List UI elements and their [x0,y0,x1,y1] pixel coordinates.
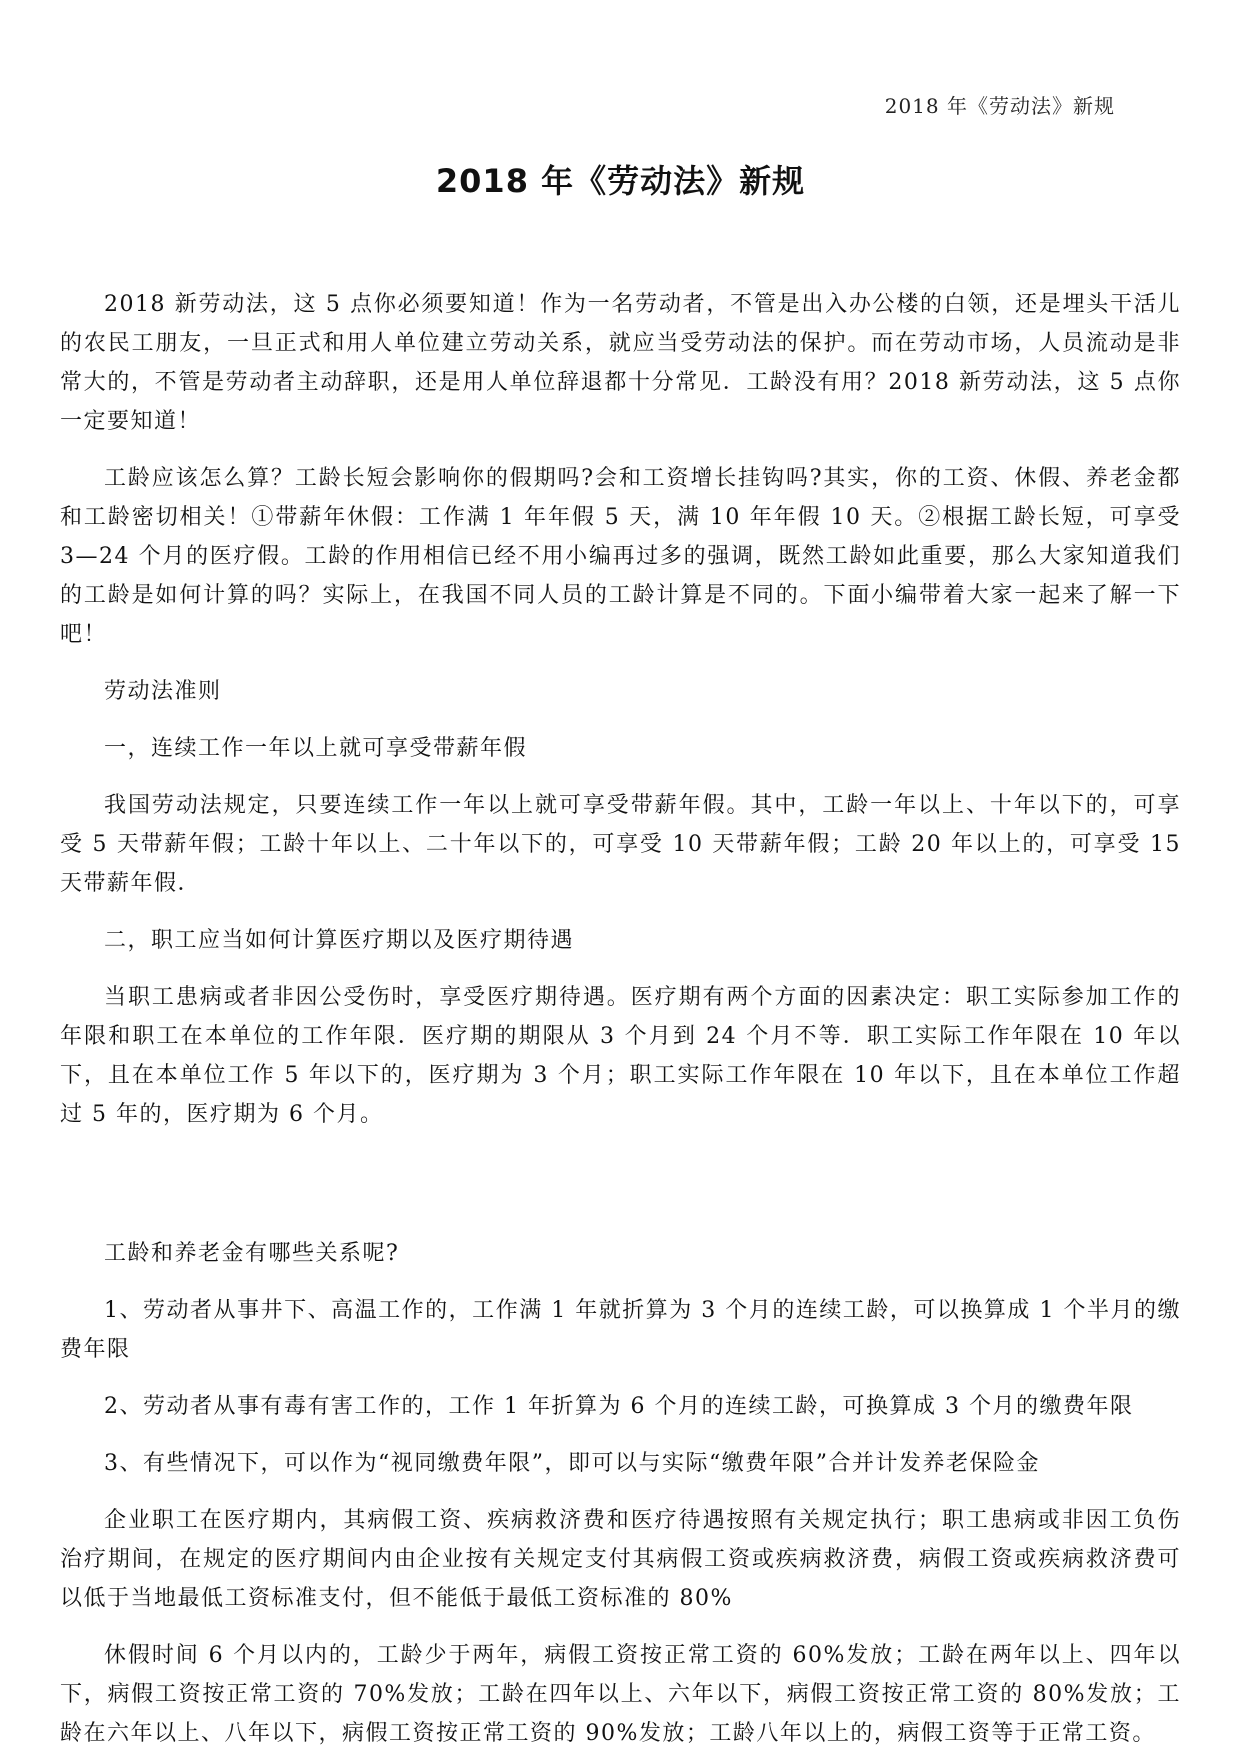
list-item-pension-3: 3、有些情况下，可以作为“视同缴费年限”，即可以与实际“缴费年限”合并计发养老保险金 [104,1451,1040,1476]
section-heading-principles: 劳动法准则 [104,679,222,704]
document-body [60,285,1181,1753]
running-header: 2018 年《劳动法》新规 [884,94,1115,118]
section-heading-medical-period: 二，职工应当如何计算医疗期以及医疗期待遇 [104,928,575,953]
paragraph-seniority: 工龄应该怎么算？工龄长短会影响你的假期吗?会和工资增长挂钩吗?其实，你的工资、休假、养老金都和工龄密切相关！①带薪年休假：工作满 1 年年假 5 天，满 10 年年假 10 天。②根据工龄长短，可享受 3—24 个月的医疗假。工龄的作用相信已经不用小编再过多的强调，既然工龄如此重要，那么大家知道我们的工龄是如何计算的吗？实际上，在我国不同人员的工龄计算是不同的。下面小编带着大家一起来了解一下吧！ [60,466,1181,647]
paragraph-sick-pay-rates: 休假时间 6 个月以内的，工龄少于两年，病假工资按正常工资的 60%发放；工龄在两年以上、四年以下，病假工资按正常工资的 70%发放；工龄在四年以上、六年以下，病假工资按正常工资的 80%发放；工龄在六年以上、八年以下，病假工资按正常工资的 90%发放；工龄八年以上的，病假工资等于正常工资。 [60,1643,1181,1746]
section-heading-annual-leave: 一，连续工作一年以上就可享受带薪年假 [104,736,528,761]
paragraph-sick-pay: 企业职工在医疗期内，其病假工资、疾病救济费和医疗待遇按照有关规定执行；职工患病或非因工负伤治疗期间，在规定的医疗期间内由企业按有关规定支付其病假工资或疾病救济费，病假工资或疾病救济费可以低于当地最低工资标准支付，但不能低于最低工资标准的 80% [60,1508,1181,1611]
list-item-pension-2: 2、劳动者从事有毒有害工作的，工作 1 年折算为 6 个月的连续工龄，可换算成 3 个月的缴费年限 [104,1394,1134,1419]
document-title: 2018 年《劳动法》新规 [435,162,806,200]
section-heading-pension: 工龄和养老金有哪些关系呢? [104,1241,400,1266]
paragraph-intro: 2018 新劳动法，这 5 点你必须要知道！作为一名劳动者，不管是出入办公楼的白领，还是埋头干活儿的农民工朋友，一旦正式和用人单位建立劳动关系，就应当受劳动法的保护。而在劳动市场，人员流动是非常大的，不管是劳动者主动辞职，还是用人单位辞退都十分常见．工龄没有用？2018 新劳动法，这 5 点你一定要知道！ [60,292,1181,434]
paragraph-annual-leave: 我国劳动法规定，只要连续工作一年以上就可享受带薪年假。其中，工龄一年以上、十年以下的，可享受 5 天带薪年假；工龄十年以上、二十年以下的，可享受 10 天带薪年假；工龄 20 年以上的，可享受 15 天带薪年假． [60,793,1181,896]
list-item-pension-1: 1、劳动者从事井下、高温工作的，工作满 1 年就折算为 3 个月的连续工龄，可以换算成 1 个半月的缴费年限 [60,1298,1181,1362]
paragraph-medical-period: 当职工患病或者非因公受伤时，享受医疗期待遇。医疗期有两个方面的因素决定：职工实际参加工作的年限和职工在本单位的工作年限．医疗期的期限从 3 个月到 24 个月不等．职工实际工作年限在 10 年以下，且在本单位工作 5 年以下的，医疗期为 3 个月；职工实际工作年限在 10 年以下，且在本单位工作超过 5 年的，医疗期为 6 个月。 [60,985,1181,1127]
